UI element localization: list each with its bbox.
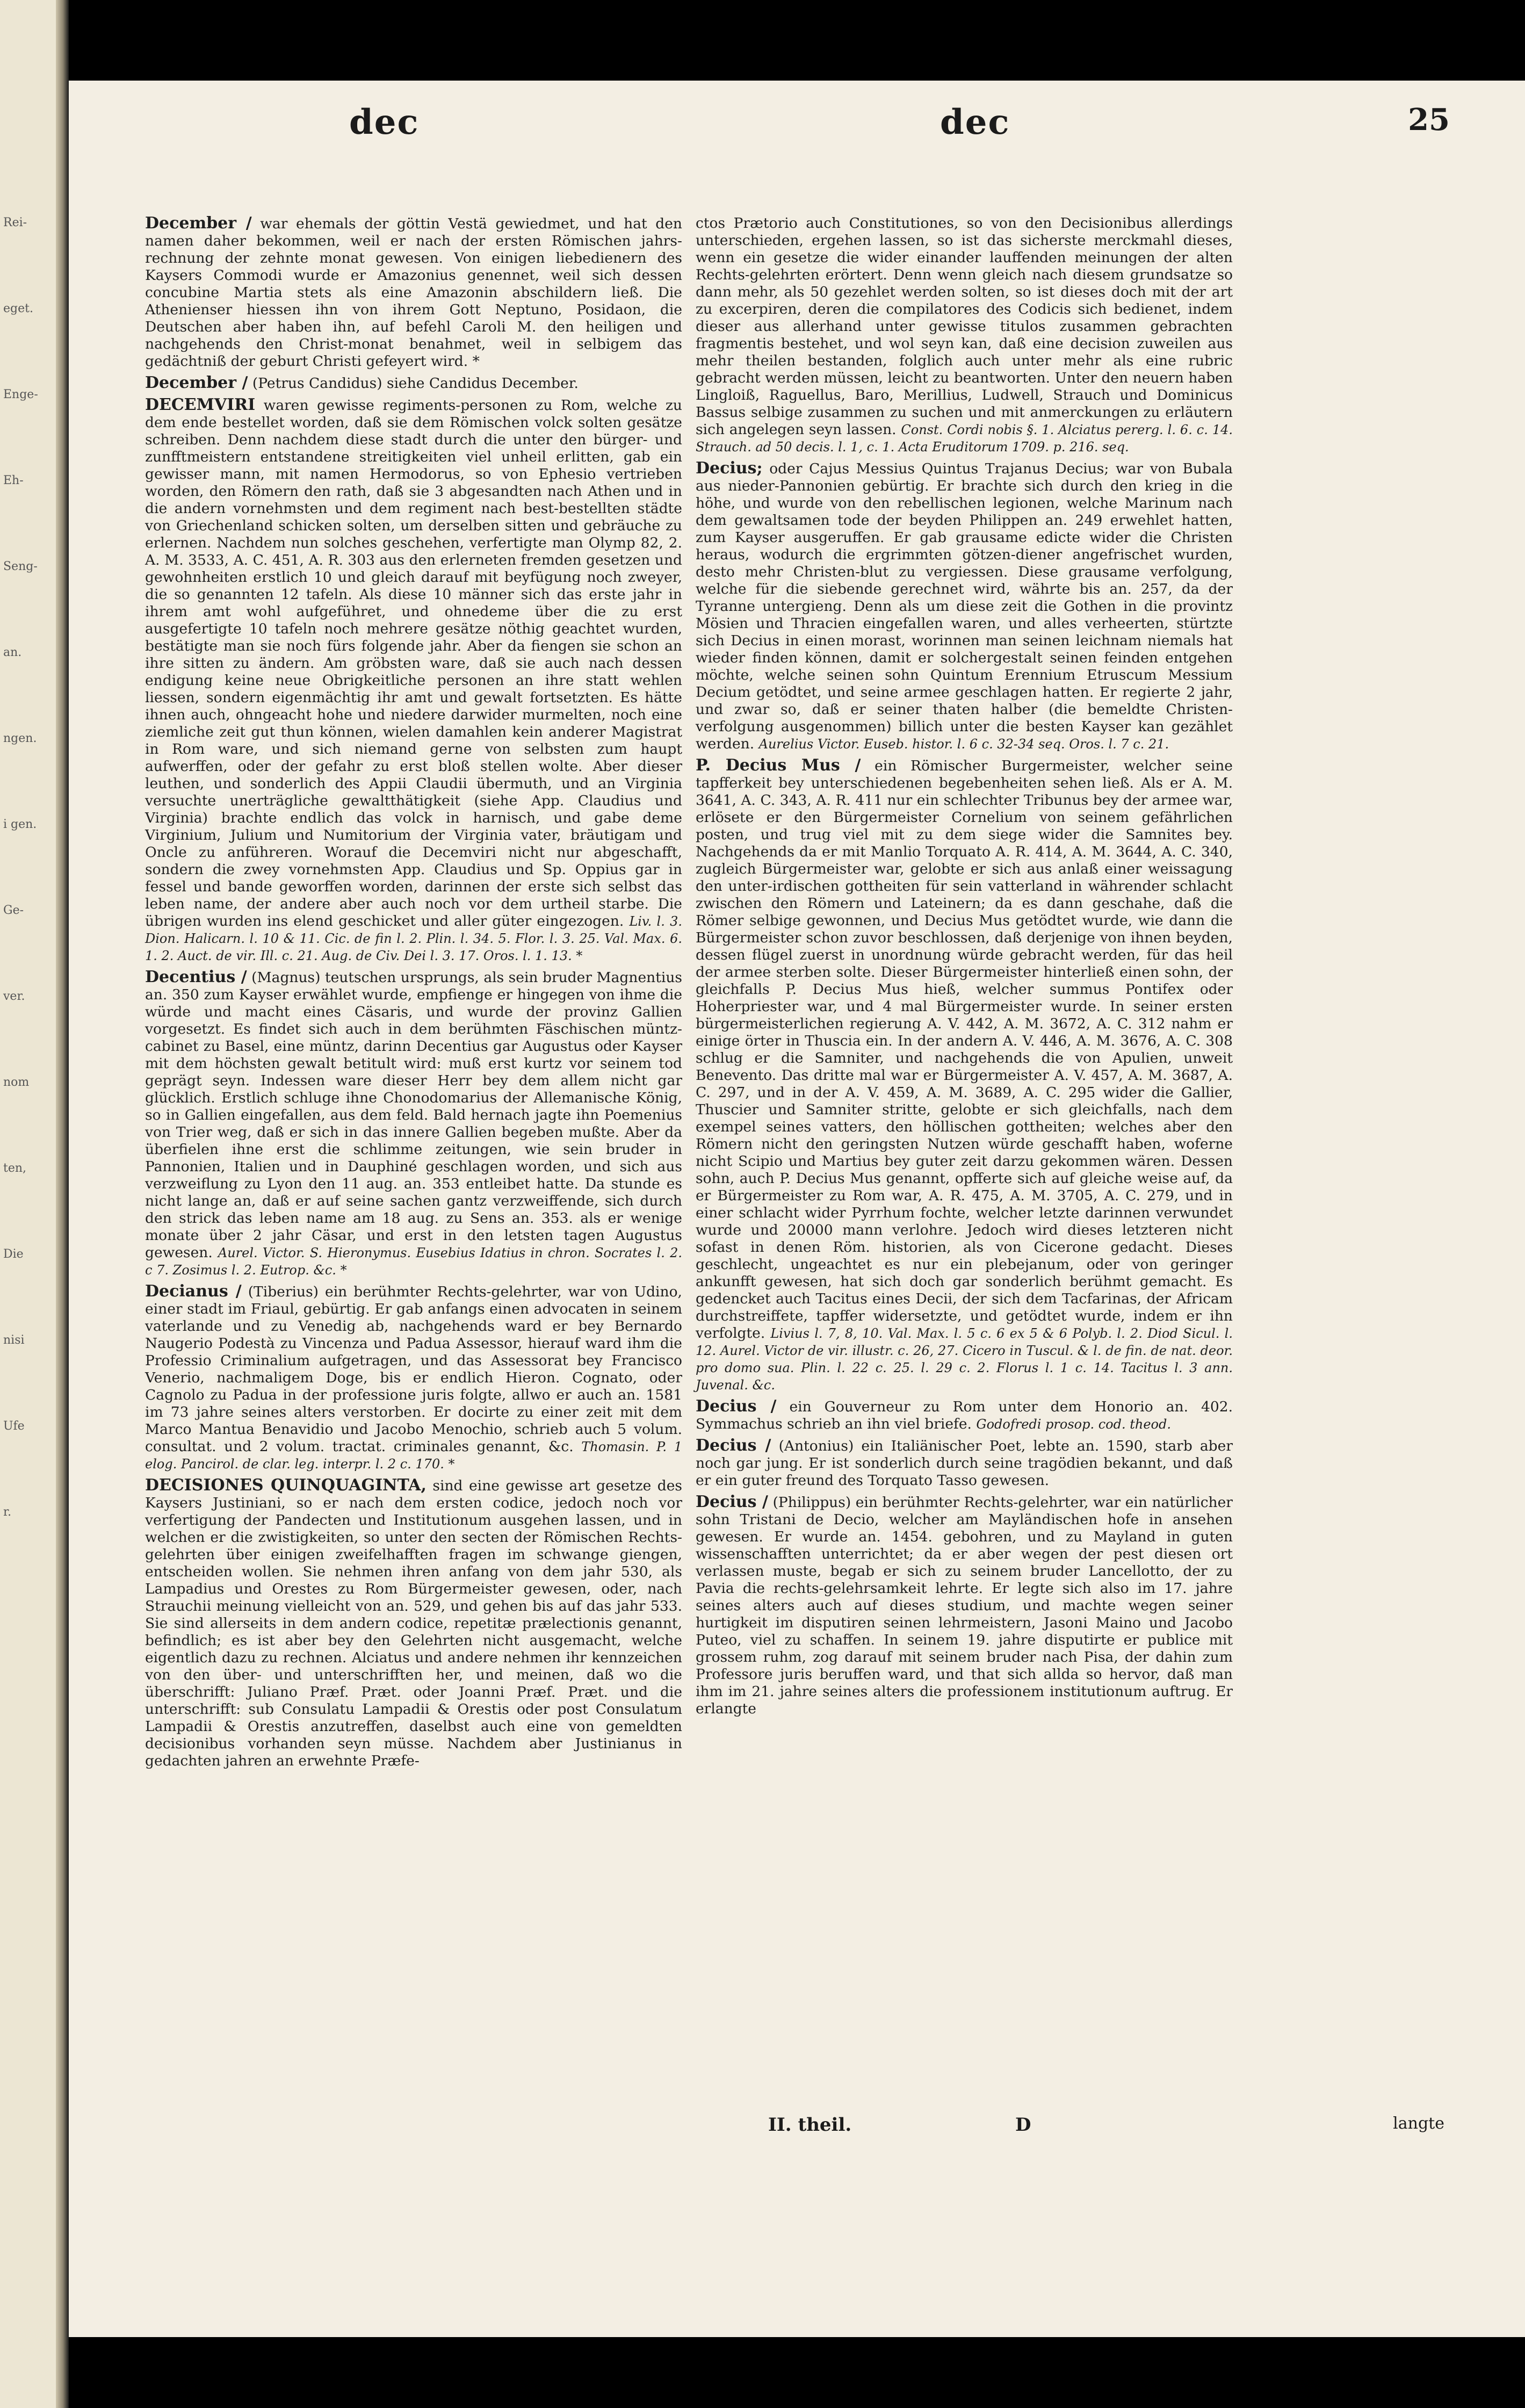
book-fold [56,0,69,2408]
header-right-word: dec [940,102,1010,142]
margin-fragment: ver. [3,990,25,1003]
margin-fragment: Ufe [3,1419,25,1433]
dictionary-entry [696,460,1233,753]
dictionary-entry [696,1398,1233,1433]
entry-headword: Decius / [696,1397,777,1416]
entry-text: (Magnus) teutschen ursprungs, als sein bruder Magnentius an. 350 zum Kayser erwählet wurde, empfienge er hingegen von ihme die würde und macht eines Cäsaris, und wurde der provinz Gallien vorgesetzt. Es findet sich auch in dem berühmten Fäschischen müntz-cabinet zu Basel, eine müntz, darinn Decentius gar Augustus oder Kayser mit dem höchsten gewalt betitult wird: muß erst kurtz vor seinem tod geprägt seyn. Indessen ware dieser Herr bey dem allem nicht gar glücklich. Erstlich schluge ihne Chonodomarius der Allemanische König, so in Gallien eingefallen, aus dem feld. Bald hernach jagte ihn Poemenius von Trier weg, daß er sich in das innere Gallien begeben mußte. Aber da überfielen ihne erst die schlimme zeitungen, wie sein bruder in Pannonien, Italien und in Dauphiné geschlagen worden, und sich aus verzweiflung zu Lyon den 11 aug. an. 353 entleibet hatte. Da stunde es nicht lange an, daß er auf seine sachen gantz verzweiffende, sich durch den strick das leben name am 18 aug. zu Sens an. 353. als er wenige monate über 2 jahr Cäsar, und erst in den letsten tagen Augustus gewesen. [145,969,682,1261]
entry-reference: Godofredi prosop. cod. theod. [976,1417,1171,1432]
header-left-word: dec [349,102,420,142]
left-column [145,215,682,1774]
entry-headword: December / [145,373,248,392]
entry-headword: Decius; [696,459,763,478]
entry-headword: P. Decius Mus / [696,756,861,775]
right-column [696,215,1233,1722]
margin-fragment: nom [3,1076,30,1089]
dictionary-entry [145,396,682,964]
dictionary-entry [145,215,682,370]
margin-fragment: Ge- [3,904,24,917]
page-footer [768,2114,1444,2146]
dictionary-entry [145,1283,682,1473]
entry-headword: Decius / [696,1436,771,1455]
entry-headword: DECISIONES QUINQUAGINTA, [145,1476,427,1495]
entry-reference: Aurelius Victor. Euseb. histor. l. 6 c. 32-34 seq. Oros. l. 7 c. 21. [758,737,1169,752]
entry-text: ctos Prætorio auch Constitutiones, so von den Decisionibus allerdings unterschieden, ergehen lassen, so ist das sicherste merckmahl dieses, wenn ein gesetze die wider einander lauffenden meinungen der alten Rechts-gelehrten erörtert. Denn wenn gleich nach diesem grundsatze so dann mehr, als 50 gezehlet werden solten, so ist dieses doch mit der art zu excerpiren, deren die compilatores des Codicis sich bedienet, indem dieser aus allerhand unter gewisse titulos zusammen gebrachten fragmentis bestehet, und wol seyn kan, daß eine decision zuweilen aus mehr theilen bestanden, folglich auch unter mehr als eine rubric gebracht werden müssen, leicht zu beantworten. Unter den neuern haben Lingloiß, Raguellus, Baro, Merillius, Ludwell, Strauch und Dominicus Bassus selbige zusammen zu suchen und mit anmerckungen zu erläutern sich angelegen seyn lassen. [696,215,1233,438]
dictionary-entry [696,1494,1233,1718]
adjacent-page-edge [0,0,59,2408]
dictionary-entry [145,374,682,392]
margin-fragment: i gen. [3,818,37,831]
running-header [91,97,1461,145]
entry-text: (Tiberius) ein berühmter Rechts-gelehrter, war von Udino, einer stadt im Friaul, gebürtig. Er gab anfangs einen advocaten in seinem vaterlande und zu Venedig ab, nachgehends ward er bey Bernardo Naugerio Podestà zu Vincenza und Padua Assessor, hierauf ward ihm die Professio Criminalium aufgetragen, und das Assessorat bey Francisco Venerio, nachmaligem Doge, bis er endlich Hieron. Cognato, oder Cagnolo zu Padua in der professione juris folgte, allwo er auch an. 1581 im 73 jahre seines alters verstorben. Er docirte zu einer zeit mit dem Marco Mantua Benavidio und Jacobo Menochio, schrieb auch 5 volum. consultat. und 2 volum. tractat. criminales genannt, &c. [145,1284,682,1455]
entry-text: (Antonius) ein Italiänischer Poet, lebte an. 1590, starb aber noch gar jung. Er ist sonderlich durch seine tragödien bekannt, und daß er ein guter freund des Torquato Tasso gewesen. [696,1438,1233,1489]
signature-mark: D [1015,2114,1031,2136]
entry-text: ein Gouverneur zu Rom unter dem Honorio an. 402. Symmachus schrieb an ihn viel briefe. [696,1398,1233,1432]
catchword: langte [1393,2114,1444,2133]
entry-headword: Decius / [696,1493,769,1511]
entry-text: oder Cajus Messius Quintus Trajanus Decius; war von Bubala aus nieder-Pannonien gebürtig. Er brachte sich durch den krieg in die höhe, und wurde von den rebellischen legionen, welche Marinum nach dem gewaltsamen tode der beyden Philippen an. 249 erwehlet hatten, zum Kayser ausgeruffen. Er gab grausame edicte wider die Christen heraus, wodurch die ergrimmten götzen-diener angefrischet wurden, desto mehr Christen-blut zu vergiessen. Diese grausame verfolgung, welche für die siebende gerechnet wird, währte bis an. 257, da der Tyranne untergieng. Denn als um diese zeit die Gothen in die provintz Mösien und Thracien eingefallen waren, und alles verheerten, stürtzte sich Decius in einen morast, worinnen man seinen leichnam niemals hat wieder finden können, damit er solchergestalt seinen feinden entgehen möchte, welche seinen sohn Quintum Erennium Etruscum Messium Decium getödtet, und seine armee geschlagen hatten. Er regierte 2 jahr, und zwar so, daß er seiner thaten halber (die bemeldte Christen-verfolgung ausgenommen) billich unter die besten Kayser kan gezählet werden. [696,460,1233,752]
margin-fragment: Die [3,1248,24,1261]
entry-text: ein Römischer Burgermeister, welcher seine tapfferkeit bey unterschiedenen begebenheiten sehen ließ. Als er A. M. 3641, A. C. 343, A. R. 411 nur ein schlechter Tribunus bey der armee war, erlösete er den Bürgermeister Cornelium von seinem gefährlichen posten, und trug viel mit zu dem siege wider die Samnites bey. Nachgehends da er mit Manlio Torquato A. R. 414, A. M. 3644, A. C. 340, zugleich Bürgermeister war, gelobte er sich aus anlaß einer weissagung den unter-irdischen gottheiten für sein vatterland in währender schlacht zwischen den Römern und Lateinern; da es dann geschahe, daß die Römer selbige gewonnen, und Decius Mus getödtet wurde, wie dann die Bürgermeister schon zuvor beschlossen, daß derjenige von ihnen beyden, dessen flügel zuerst in unordnung würde gebracht werden, für das heil der armee sterben solte. Dieser Bürgermeister hinterließ einen sohn, der gleichfalls P. Decius Mus hieß, welcher summus Pontifex oder Hoherpriester war, und 4 mal Bürgermeister wurde. In seiner ersten bürgermeisterlichen regierung A. V. 442, A. M. 3672, A. C. 312 nahm er einige örter in Thuscia ein. In der andern A. V. 446, A. M. 3676, A. C. 308 schlug er die Samniter, und nachgehends die von Apulien, unweit Benevento. Das dritte mal war er Bürgermeister A. V. 457, A. M. 3687, A. C. 297, und in der A. V. 459, A. M. 3689, A. C. 295 wider die Gallier, Thuscier und Samniter stritte, gelobte er sich gleichfalls, nach dem exempel seines vatters, den höllischen gottheiten; welches aber den Römern nicht den geringsten Nutzen würde geschafft haben, woferne nicht Scipio und Martius bey guter zeit darzu gekommen wären. Dessen sohn, auch P. Decius Mus genannt, opfferte sich auf gleiche weise auf, da er Bürgermeister zu Rom war, A. R. 475, A. M. 3705, A. C. 279, und in einer schlacht wider Pyrrhum fochte, welcher letzte darinnen verwundet wurde und 20000 mann verlohre. Jedoch wird dieses letzteren nicht sofast in denen Röm. historien, als von Cicerone gedacht. Dieses geschlecht, ungeachtet es nur ein plebejanum, oder von geringer ankunfft gewesen, hat sich doch gar sonderlich berühmt gemacht. Es gedencket auch Tacitus eines Decii, der sich dem Tacfarinas, der Africam durchstreiffete, tapffer widersetzte, und getödtet wurde, indem er ihn verfolgte. [696,758,1233,1342]
entry-text: sind eine gewisse art gesetze des Kaysers Justiniani, so er nach dem ersten codice, jedoch noch vor verfertigung der Pandecten und Institutionum ausgehen lassen, und in welchen er die zwistigkeiten, so unter den secten der Römischen Rechts-gelehrten über einigen zweifelhafften fragen im schwange giengen, entscheiden wollen. Sie nehmen ihren anfang von dem jahr 530, als Lampadius und Orestes zu Rom Bürgermeister gewesen, oder, nach Strauchii meinung vielleicht von an. 529, und gehen bis auf das jahr 533. Sie sind allerseits in dem andern codice, repetitæ prælectionis genannt, befindlich; es ist aber bey den Gelehrten nicht ausgemacht, welche eigentlich dazu zu rechnen. Alciatus und andere nehmen ihr kennzeichen von den über- und unterschrifften her, und meinen, daß wo die überschrifft: Juliano Præf. Præt. oder Joanni Præf. Præt. und die unterschrifft: sub Consulatu Lampadii & Orestis oder post Consulatum Lampadii & Orestis anzutreffen, daselbst auch eine von gemeldten decisionibus vorhanden seyn müsse. Nachdem aber Justinianus in gedachten jahren an erwehnte Præfe- [145,1477,682,1769]
entry-text: (Philippus) ein berühmter Rechts-gelehrter, war ein natürlicher sohn Tristani de Decio, welcher am Mayländischen hofe in ansehen gewesen. Er wurde an. 1454. gebohren, und zu Mayland in guten wissenschafften unterrichtet; da er aber wegen der pest diesen ort verlassen muste, begab er sich zu seinem bruder Lancellotto, der zu Pavia die rechts-gelehrsamkeit lehrte. Er legte sich also im 17. jahre seines alters auch auf dieses studium, und machte wegen seiner hurtigkeit im disputiren seinen lehrmeistern, Jasoni Maino und Jacobo Puteo, viel zu schaffen. In seinem 19. jahre disputirte er publice mit grossem ruhm, zog darauf mit seinem bruder nach Pisa, der dahin zum Professore juris beruffen ward, und that sich allda so hervor, daß man ihm im 21. jahre seines alters die professionem institutionum auftrug. Er erlangte [696,1494,1233,1717]
margin-fragment: Seng- [3,560,38,573]
dictionary-entry [696,757,1233,1394]
entry-reference: Aurel. Victor. S. Hieronymus. Eusebius Idatius in chron. Socrates l. 2. c 7. Zosimus l. 2. Eutrop. &c. * [145,1245,682,1278]
margin-fragment: Rei- [3,216,27,229]
margin-fragment: r. [3,1505,12,1519]
entry-reference: Const. Cordi nobis §. 1. Alciatus pererg. l. 6. c. 14. Strauch. ad 50 decis. l. 1, c. 1. Acta Eruditorum 1709. p. 216. seq. [696,422,1233,455]
margin-fragment: nisi [3,1333,25,1347]
entry-text: war ehemals der göttin Vestä gewiedmet, und hat den namen daher bekommen, weil er nach der ersten Römischen jahrs-rechnung der zehnte monat gewesen. Von einigen liebedienern des Kaysers Commodi wurde er Amazonius genennet, weil sich dessen concubine Martia stets als eine Amazonin abschildern ließ. Die Athenienser hiessen ihn von ihrem Gott Neptuno, Posidaon, die Deutschen aber haben ihn, auf befehl Caroli M. den heiligen und nachgehends den Christ-monat benahmet, weil in selbigem das gedächtniß der geburt Christi gefeyert wird. * [145,215,682,370]
dictionary-entry [145,1477,682,1770]
entry-reference: Thomasin. P. 1 elog. Pancirol. de clar. leg. interpr. l. 2 c. 170. * [145,1439,682,1472]
entry-reference: Liv. l. 3. Dion. Halicarn. l. 10 & 11. Cic. de fin l. 2. Plin. l. 34. 5. Flor. l. 3. 25. Val. Max. 6. 1. 2. Auct. de vir. Ill. c. 21. Aug. de Civ. Dei l. 3. 17. Oros. l. 1. 13. * [145,914,682,963]
margin-fragment: an. [3,646,22,659]
margin-fragment: ten, [3,1162,27,1175]
dictionary-entry [696,215,1233,456]
volume-label: II. theil. [768,2114,852,2136]
margin-fragment: Enge- [3,388,38,401]
dictionary-entry [145,969,682,1279]
entry-headword: December / [145,214,252,233]
entry-headword: Decianus / [145,1282,242,1301]
margin-fragment: Eh- [3,474,24,487]
entry-text: (Petrus Candidus) siehe Candidus December. [252,375,579,392]
dictionary-entry [696,1437,1233,1489]
entry-headword: Decentius / [145,968,247,986]
page-number: 25 [1408,102,1450,138]
margin-fragment: eget. [3,302,33,315]
entry-reference: Livius l. 7, 8, 10. Val. Max. l. 5 c. 6 ex 5 & 6 Polyb. l. 2. Diod Sicul. l. 12. Aurel. Victor de vir. illustr. c. 26, 27. Cicero in Tuscul. & l. de fin. de nat. deor. pro domo sua. Plin. l. 22 c. 25. l. 29 c. 2. Florus l. 1 c. 14. Tacitus l. 3 ann. Juvenal. &c. [696,1326,1233,1393]
entry-text: waren gewisse regiments-personen zu Rom, welche zu dem ende bestellet worden, daß sie dem Römischen volck solten gesätze schreiben. Denn nachdem diese stadt durch die unter den bürger- und zunfftmeistern entstandene streitigkeiten viel unheil erlitten, gab ein gewisser mann, mit namen Hermodorus, so von Ephesio vertrieben worden, den Römern den rath, daß sie 3 abgesandten nach Athen und in die andern vornehmsten und dem regiment nach best-bestellten städte von Griechenland schicken solten, um derselben sitten und gebräuche zu erlernen. Nachdem nun solches geschehen, verfertigte man Olymp 82, 2. A. M. 3533, A. C. 451, A. R. 303 aus den erlerneten fremden gesetzen und gewohnheiten erstlich 10 und gleich darauf mit beyfügung noch zweyer, die so genannten 12 tafeln. Als diese 10 männer sich das erste jahr in ihrem amt wohl aufgeführet, und ohnedeme über die zu erst ausgefertigte 10 tafeln noch mehrere gesätze nöthig geachtet wurden, bestätigte man sie noch fürs folgende jahr. Aber da fiengen sie schon an ihre sitten zu ändern. Am gröbsten ware, daß sie auch nach dessen endigung keine neue Obrigkeitliche personen an ihre statt wehlen liessen, sondern eigenmächtig ihr amt und gewalt fortsetzten. Es hätte ihnen auch, ohngeacht hohe und niedere darwider murmelten, noch eine ziemliche zeit gut thun können, wielen damahlen kein anderer Magistrat in Rom ware, und sich niemand gerne von selbsten zum haupt aufwerffen, oder der gefahr zu erst bloß stellen wolte. Aber dieser leuthen, und sonderlich des Appii Claudii übermuth, und an Virginia versuchte unerträgliche gewaltthätigkeit (siehe App. Claudius und Virginia) brachte endlich das volck in harnisch, und gabe deme Virginium, Julium und Numitorium der Virginia vater, bräutigam und Oncle zu anführeren. Worauf die Decemviri nicht nur abgeschafft, sondern die zwey vornehmsten App. Claudius und Sp. Oppius gar in fessel und bande geworffen worden, darinnen der erste sich selbst das leben name, der andere aber auch noch vor dem urtheil starbe. Die übrigen wurden ins elend geschicket und aller güter eingezogen. [145,397,682,929]
entry-headword: DECEMVIRI [145,395,256,414]
margin-fragment: ngen. [3,732,37,745]
